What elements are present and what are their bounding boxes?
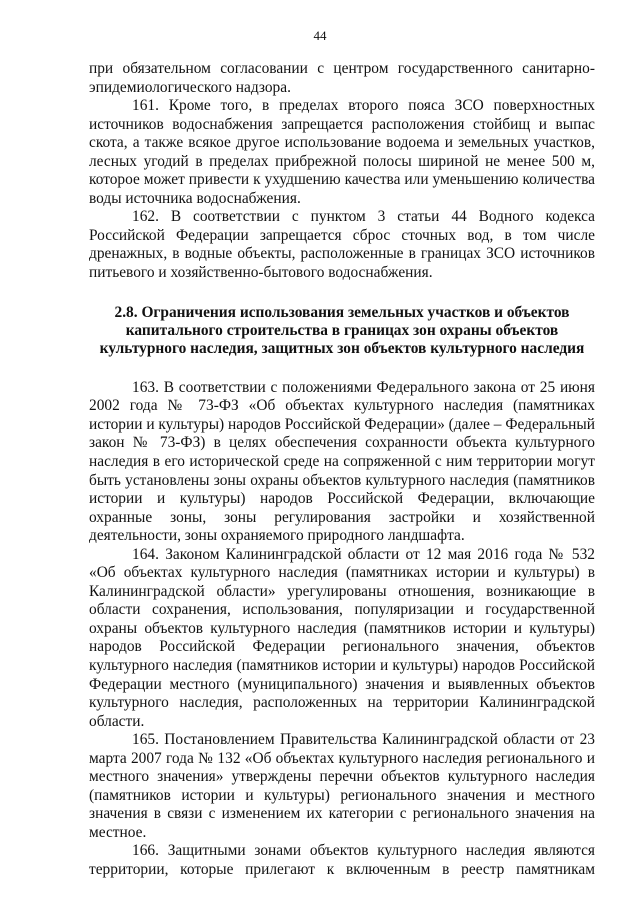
paragraph-text: В соответствии с пунктом 3 статьи 44 Водного кодекса Российской Федерации запрещается сброс сточных вод, в том числе дренажных, в водные объекты, расположенные в границах ЗСО источников питьевого и хозяйственно-бытового водоснабжения. xyxy=(89,208,595,282)
paragraph-number: 165. xyxy=(132,731,159,749)
paragraph-text: В соответствии с положениями Федерального закона от 25 июня 2002 года № 73-ФЗ «Об объектах культурного наследия (памятниках истории и культуры) народов Российской Федерации» (далее – Федеральный закон № 73-ФЗ) в целях обеспечения сохранности объекта культурного наследия в его исторической среде на сопряженной с ним территории могут быть установлены зоны охраны объектов культурного наследия (памятников истории и культуры) народов Российской Федерации, включающие охранные зоны, зоны регулирования застройки и хозяйственной деятельности, зоны охраняемого природного ландшафта. xyxy=(89,378,595,545)
paragraph-number: 163. xyxy=(132,378,159,396)
paragraph-number: 164. xyxy=(132,545,159,563)
paragraph-163 xyxy=(89,379,595,546)
spacer xyxy=(89,359,595,379)
paragraph-continuation: при обязательном согласовании с центром государственного санитарно-эпидемиологического надзора. xyxy=(89,60,595,96)
page-number: 44 xyxy=(313,28,327,43)
paragraph-162 xyxy=(89,208,595,282)
paragraph-text: Законом Калининградской области от 12 мая 2016 года № 532 «Об объектах культурного наследия (памятниках истории и культуры) в Калининградской области» урегулированы отношения, возникающие в области сохранения, использования, популяризации и государственной охраны объектов культурного наследия (памятников истории и культуры) народов Российской Федерации регионального значения, объектов культурного наследия (памятников истории и культуры) народов Российской Федерации местного (муниципального) значения и выявленных объектов культурного наследия, расположенных на территории Калининградской области. xyxy=(89,545,595,730)
spacer xyxy=(89,283,595,304)
paragraph-text: Кроме того, в пределах второго пояса ЗСО поверхностных источников водоснабжения запрещается расположения стойбищ и выпас скота, а также всякое другое использование водоема и земельных участков, лесных угодий в пределах прибрежной полосы шириной не менее 500 м, которое может привести к ухудшению качества или уменьшению количества воды источника водоснабжения. xyxy=(89,97,595,207)
paragraph-number: 162. xyxy=(132,208,159,226)
paragraph-text: Защитными зонами объектов культурного наследия являются территории, которые прилегают к включенным в реестр памятникам xyxy=(89,842,595,878)
paragraph-text: Постановлением Правительства Калининградской области от 23 марта 2007 года № 132 «Об объектах культурного наследия регионального и местного значения» утверждены перечни объектов культурного наследия (памятников истории и культуры) регионального значения и местного значения в связи с изменением их категории с регионального значения на местное. xyxy=(89,731,595,841)
paragraph-number: 161. xyxy=(132,97,159,115)
paragraph-number: 166. xyxy=(132,842,159,860)
paragraph-165 xyxy=(89,731,595,842)
paragraph-161 xyxy=(89,97,595,208)
paragraph-166 xyxy=(89,842,595,879)
paragraph-164 xyxy=(89,546,595,731)
section-heading: 2.8. Ограничения использования земельных участков и объектов капитального строительства в границах зон охраны объектов культурного наследия, защитных зон объектов культурного наследия xyxy=(99,303,585,358)
document-body xyxy=(89,60,595,880)
